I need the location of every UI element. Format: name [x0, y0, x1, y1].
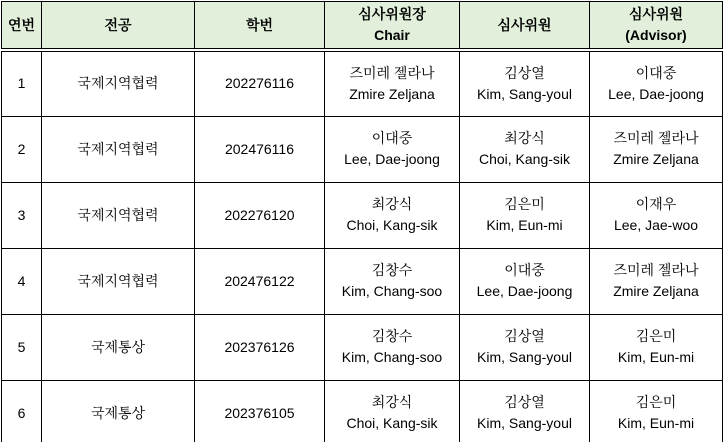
cell-committee-member	[460, 380, 590, 442]
name-romanized: Zmire Zeljana	[349, 85, 435, 102]
header-label: 학번	[245, 16, 274, 33]
cell-serial-no: 3	[2, 182, 42, 248]
header-advisor	[590, 2, 723, 51]
name-romanized: Lee, Dae-joong	[344, 151, 440, 167]
name-romanized: Lee, Dae-joong	[476, 283, 573, 299]
header-sublabel: (Advisor)	[625, 27, 687, 43]
name-korean: 김은미	[635, 394, 677, 410]
name-romanized: Zmire Zeljana	[613, 283, 699, 299]
name-korean: 이대중	[635, 64, 677, 81]
name-korean: 최강식	[371, 394, 413, 410]
cell-committee-member	[460, 314, 590, 380]
cell-student-id: 202476116	[195, 116, 325, 182]
cell-advisor	[590, 116, 723, 182]
header-label: 심사위원장	[358, 6, 426, 22]
name-romanized: Lee, Jae-woo	[613, 217, 699, 233]
cell-student-id: 202376105	[195, 380, 325, 442]
table-row	[2, 182, 723, 248]
table-row	[2, 116, 723, 182]
cell-serial-no: 2	[2, 116, 42, 182]
name-romanized: Choi, Kang-sik	[346, 415, 438, 431]
table-body	[2, 50, 723, 442]
cell-chair	[325, 50, 460, 116]
name-romanized: Kim, Eun-mi	[617, 349, 695, 365]
name-korean: 김상열	[504, 394, 545, 410]
table-row	[2, 314, 723, 380]
name-korean: 즈미레 젤라나	[613, 262, 699, 278]
header-committee-member	[460, 2, 590, 51]
committee-table	[1, 1, 723, 442]
cell-student-id: 202276116	[195, 50, 325, 116]
cell-major: 국제지역협력	[42, 50, 195, 116]
cell-committee-member	[460, 50, 590, 116]
cell-major: 국제지역협력	[42, 248, 195, 314]
name-romanized: Zmire Zeljana	[613, 151, 699, 167]
cell-chair	[325, 182, 460, 248]
cell-chair	[325, 380, 460, 442]
cell-serial-no: 6	[2, 380, 42, 442]
table-row	[2, 380, 723, 442]
cell-student-id: 202276120	[195, 182, 325, 248]
cell-serial-no: 1	[2, 50, 42, 116]
header-label: 연번	[7, 16, 36, 33]
header-major	[42, 2, 195, 51]
cell-chair	[325, 248, 460, 314]
cell-major: 국제통상	[42, 314, 195, 380]
cell-committee-member	[460, 182, 590, 248]
name-romanized: Kim, Chang-soo	[341, 349, 443, 365]
cell-chair	[325, 314, 460, 380]
header-chair	[325, 2, 460, 51]
name-romanized: Kim, Eun-mi	[617, 415, 695, 431]
name-korean: 최강식	[504, 130, 545, 146]
name-korean: 이재우	[635, 196, 677, 212]
cell-student-id: 202476122	[195, 248, 325, 314]
table-header-row	[2, 2, 723, 51]
cell-advisor	[590, 314, 723, 380]
name-romanized: Kim, Sang-youl	[477, 85, 572, 102]
table-row	[2, 248, 723, 314]
cell-serial-no: 4	[2, 248, 42, 314]
cell-advisor	[590, 380, 723, 442]
name-korean: 즈미레 젤라나	[349, 64, 435, 81]
cell-serial-no: 5	[2, 314, 42, 380]
header-label: 심사위원	[628, 6, 684, 22]
table-row	[2, 50, 723, 116]
name-romanized: Kim, Chang-soo	[341, 283, 443, 299]
name-korean: 김창수	[371, 262, 413, 278]
name-korean: 이대중	[504, 262, 545, 278]
name-korean: 최강식	[371, 196, 413, 212]
name-romanized: Kim, Sang-youl	[477, 349, 572, 365]
name-korean: 김창수	[371, 328, 413, 344]
header-serial-no	[2, 2, 42, 51]
cell-advisor	[590, 182, 723, 248]
name-romanized: Choi, Kang-sik	[346, 217, 438, 233]
name-korean: 이대중	[371, 130, 413, 146]
cell-advisor	[590, 50, 723, 116]
name-romanized: Kim, Sang-youl	[477, 415, 572, 431]
cell-advisor	[590, 248, 723, 314]
name-korean: 김상열	[504, 328, 545, 344]
header-student-id	[195, 2, 325, 51]
cell-student-id: 202376126	[195, 314, 325, 380]
name-romanized: Lee, Dae-joong	[608, 85, 704, 102]
name-romanized: Kim, Eun-mi	[486, 217, 563, 233]
header-label: 심사위원	[497, 16, 552, 33]
name-korean: 즈미레 젤라나	[613, 130, 699, 146]
cell-committee-member	[460, 116, 590, 182]
name-korean: 김은미	[504, 196, 545, 212]
name-korean: 김은미	[635, 328, 677, 344]
cell-major: 국제지역협력	[42, 116, 195, 182]
header-sublabel: Chair	[374, 27, 410, 43]
name-korean: 김상열	[504, 64, 545, 81]
name-romanized: Choi, Kang-sik	[478, 151, 571, 167]
cell-major: 국제지역협력	[42, 182, 195, 248]
cell-committee-member	[460, 248, 590, 314]
cell-chair	[325, 116, 460, 182]
header-label: 전공	[104, 16, 132, 33]
cell-major: 국제통상	[42, 380, 195, 442]
